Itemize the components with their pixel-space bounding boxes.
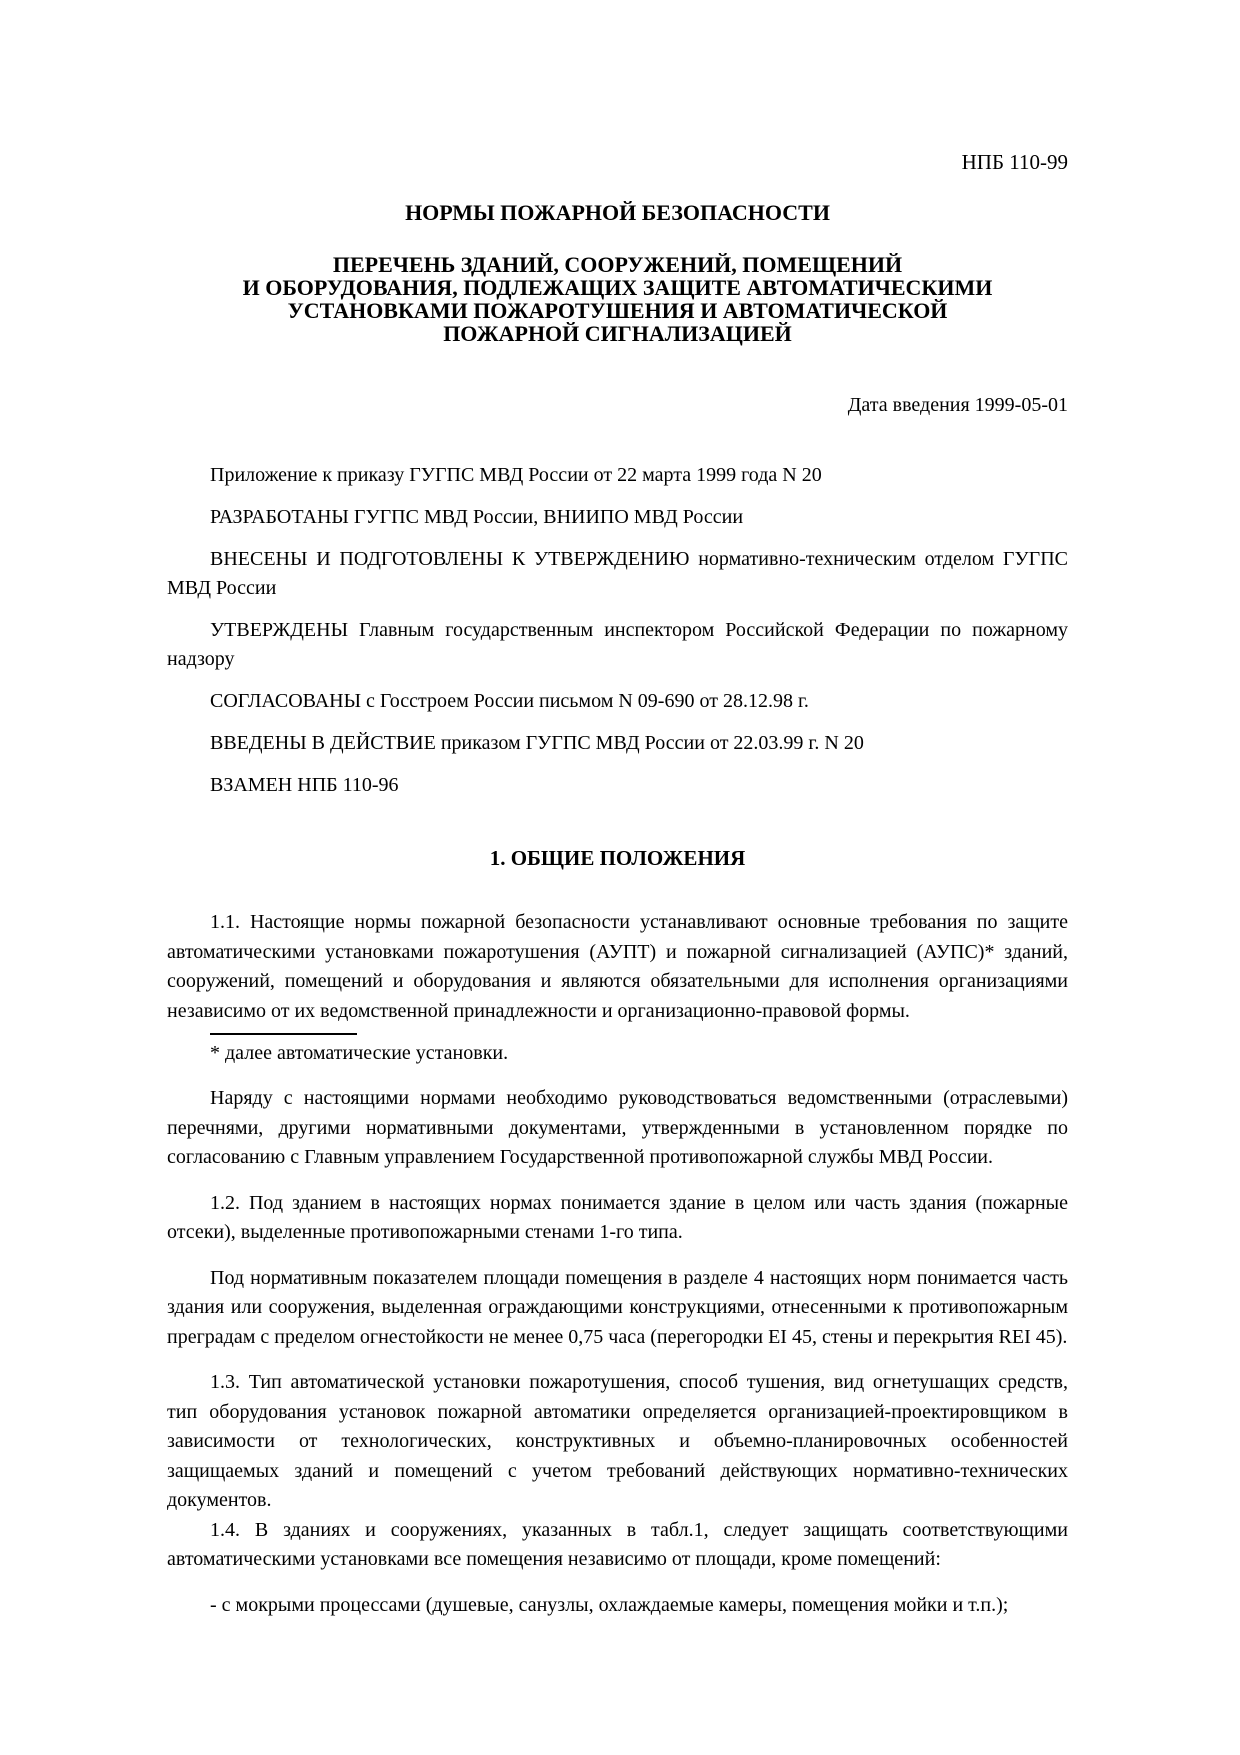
front-matter-agreed: СОГЛАСОВАНЫ с Госстроем России письмом N 09-690 от 28.12.98 г. xyxy=(210,690,809,712)
front-matter-approved: УТВЕРЖДЕНЫ Главным государственным инспектором Российской Федерации по пожарному надзору xyxy=(167,619,1068,670)
front-matter-developed: РАЗРАБОТАНЫ ГУГПС МВД России, ВНИИПО МВД России xyxy=(210,506,744,528)
paragraph-1-4: 1.4. В зданиях и сооружениях, указанных в табл.1, следует защищать соответствующими автоматическими установками все помещения независимо от площади, кроме помещений: xyxy=(167,1518,1068,1570)
footnote-text: * далее автоматические установки. xyxy=(210,1042,509,1064)
paragraph-1-2: 1.2. Под зданием в настоящих нормах понимается здание в целом или часть здания (пожарные отсеки), выделенные противопожарными стенами 1-го типа. xyxy=(167,1191,1068,1243)
paragraph-1-1: 1.1. Настоящие нормы пожарной безопасности устанавливают основные требования по защите автоматическими установками пожаротушения (АУПТ) и пожарной сигнализацией (АУПС)* зданий, сооружений, помещений и оборудования и являются обязательными для исполнения организациями независимо от их ведомственной принадлежности и организационно-правовой формы. xyxy=(167,911,1068,1022)
list-item-wet-processes: - с мокрыми процессами (душевые, санузлы, охлаждаемые камеры, помещения мойки и т.п.); xyxy=(210,1593,1009,1616)
footnote xyxy=(167,1033,1068,1068)
doc-title: НОРМЫ ПОЖАРНОЙ БЕЗОПАСНОСТИ xyxy=(405,200,830,225)
doc-subtitle-line: ПЕРЕЧЕНЬ ЗДАНИЙ, СООРУЖЕНИЙ, ПОМЕЩЕНИЙ xyxy=(332,252,903,277)
paragraph-area-indicator: Под нормативным показателем площади помещения в разделе 4 настоящих норм понимается часть здания или сооружения, выделенная ограждающими конструкциями, отнесенными к противопожарным преградам с пределом огнестойкости не менее 0,75 часа (перегородки EI 45, стены и перекрытия REI 45). xyxy=(167,1266,1068,1348)
front-matter-appendix: Приложение к приказу ГУГПС МВД России от 22 марта 1999 года N 20 xyxy=(210,464,822,486)
paragraph-1-3: 1.3. Тип автоматической установки пожаротушения, способ тушения, вид огнетушащих средств, тип оборудования установок пожарной автоматики определяется организацией-проектировщиком в зависимости от технологических, конструктивных и объемно-планировочных особенностей защищаемых зданий и помещений с учетом требований действующих нормативно-технических документов. xyxy=(167,1371,1068,1511)
doc-subtitle-line: ПОЖАРНОЙ СИГНАЛИЗАЦИЕЙ xyxy=(443,321,792,346)
front-matter-enacted: ВВЕДЕНЫ В ДЕЙСТВИЕ приказом ГУГПС МВД России от 22.03.99 г. N 20 xyxy=(210,732,864,754)
front-matter-submitted: ВНЕСЕНЫ И ПОДГОТОВЛЕНЫ К УТВЕРЖДЕНИЮ нормативно-техническим отделом ГУГПС МВД России xyxy=(167,548,1068,599)
doc-subtitle xyxy=(167,253,1068,345)
doc-subtitle-line: И ОБОРУДОВАНИЯ, ПОДЛЕЖАЩИХ ЗАЩИТЕ АВТОМАТИЧЕСКИМИ xyxy=(242,275,993,300)
doc-subtitle-line: УСТАНОВКАМИ ПОЖАРОТУШЕНИЯ И АВТОМАТИЧЕСКОЙ xyxy=(287,298,948,323)
front-matter-replaces: ВЗАМЕН НПБ 110-96 xyxy=(210,774,399,796)
doc-number: НПБ 110-99 xyxy=(961,150,1068,174)
section-heading-general-provisions: 1. ОБЩИЕ ПОЛОЖЕНИЯ xyxy=(489,846,746,870)
intro-date: Дата введения 1999-05-01 xyxy=(847,394,1068,416)
footnote-rule xyxy=(210,1033,357,1035)
paragraph-related-norms: Наряду с настоящими нормами необходимо руководствоваться ведомственными (отраслевыми) перечнями, другими нормативными документами, утвержденными в установленном порядке по согласованию с Главным управлением Государственной противопожарной службы МВД России. xyxy=(167,1087,1068,1168)
